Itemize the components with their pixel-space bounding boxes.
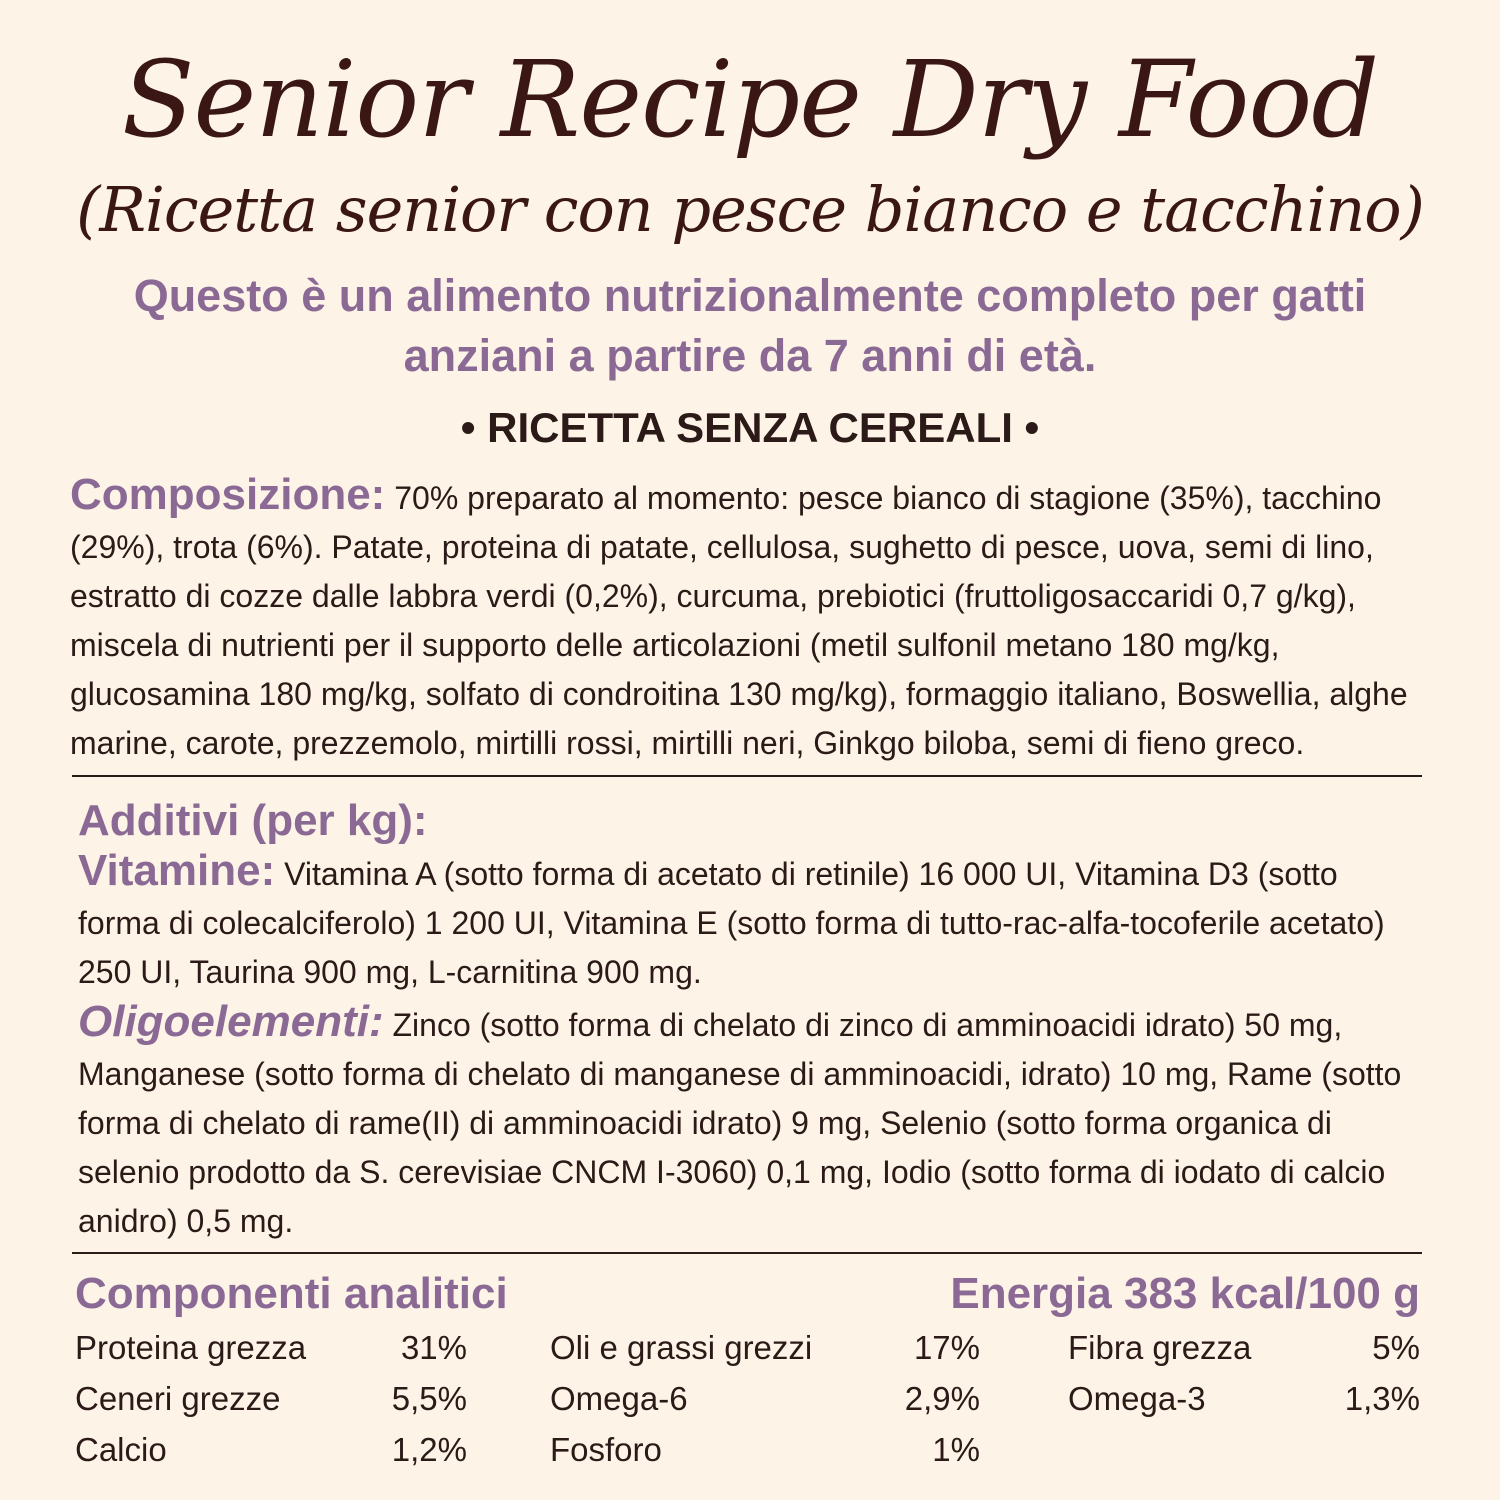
nutrient-value: 1% [932, 1431, 980, 1468]
nutrient-value: 2,9% [904, 1380, 980, 1417]
nutrient-name: Omega-6 [550, 1380, 688, 1417]
composition-section [70, 470, 1430, 768]
trace-elements-text: Zinco (sotto forma di chelato di zinco di amminoacidi idrato) 50 mg, Manganese (sotto forma di chelato di manganese di amminoacidi, idrato) 10 mg, Rame (sotto forma di chelato di rame(II) di amminoacidi idrato) 9 mg, Selenio (sotto forma organica di selenio prodotto da S. cerevisiae CNCM I-3060) 0,1 mg, Iodio (sotto forma di iodato di calcio anidro) 0,5 mg. [78, 1007, 1402, 1239]
grain-free-banner: • RICETTA SENZA CEREALI • [460, 404, 1040, 451]
nutrient-value: 5% [1372, 1329, 1420, 1366]
table-row [75, 1322, 1420, 1373]
analytic-heading: Componenti analitici [75, 1269, 508, 1318]
nutrient-value: 31% [400, 1329, 467, 1366]
trace-elements-label: Oligoelementi: [78, 997, 384, 1046]
divider [72, 1252, 1422, 1254]
nutrient-value: 5,5% [391, 1380, 467, 1417]
nutrient-name: Proteina grezza [75, 1329, 307, 1366]
vitamins-text: Vitamina A (sotto forma di acetato di retinile) 16 000 UI, Vitamina D3 (sotto forma di colecalciferolo) 1 200 UI, Vitamina E (sotto forma di tutto-rac-alfa-tocoferile acetato) 250 UI, Taurina 900 mg, L-carnitina 900 mg. [78, 856, 1385, 990]
table-row [75, 1373, 1420, 1424]
product-title: Senior Recipe Dry Food [121, 38, 1379, 161]
vitamins-section [78, 846, 1418, 997]
nutrient-name: Calcio [75, 1431, 167, 1468]
table-row [75, 1424, 1420, 1475]
nutrient-name: Ceneri grezze [75, 1380, 281, 1417]
nutrient-name: Fibra grezza [1068, 1329, 1252, 1366]
composition-text: 70% preparato al momento: pesce bianco di stagione (35%), tacchino (29%), trota (6%). Patate, proteina di patate, cellulosa, sughetto di pesce, uova, semi di lino, estratto di cozze dalle labbra verdi (0,2%), curcuma, prebiotici (fruttoligosaccaridi 0,7 g/kg), miscela di nutrienti per il supporto delle articolazioni (metil sulfonil metano 180 mg/kg, glucosamina 180 mg/kg, solfato di condroitina 130 mg/kg), formaggio italiano, Boswellia, alghe marine, carote, prezzemolo, mirtilli rossi, mirtilli neri, Ginkgo biloba, semi di fieno greco. [70, 480, 1408, 761]
intro-statement: Questo è un alimento nutrizionalmente completo per gatti anziani a partire da 7 anni di età. [133, 270, 1367, 381]
divider [72, 775, 1422, 777]
analytic-table [75, 1322, 1420, 1475]
energy-value: Energia 383 kcal/100 g [950, 1269, 1420, 1318]
composition-label: Composizione: [70, 470, 386, 519]
nutrient-name: Omega-3 [1068, 1380, 1206, 1417]
nutrient-name: Fosforo [550, 1431, 662, 1468]
nutrient-value: 17% [913, 1329, 980, 1366]
product-subtitle: (Ricetta senior con pesce bianco e tacchino) [76, 173, 1424, 246]
vitamins-label: Vitamine: [78, 846, 276, 895]
nutrient-value: 1,2% [391, 1431, 467, 1468]
trace-elements-section [78, 997, 1418, 1246]
nutrient-name: Oli e grassi grezzi [550, 1329, 813, 1366]
additives-heading: Additivi (per kg): [78, 796, 428, 845]
nutrient-value: 1,3% [1344, 1380, 1420, 1417]
